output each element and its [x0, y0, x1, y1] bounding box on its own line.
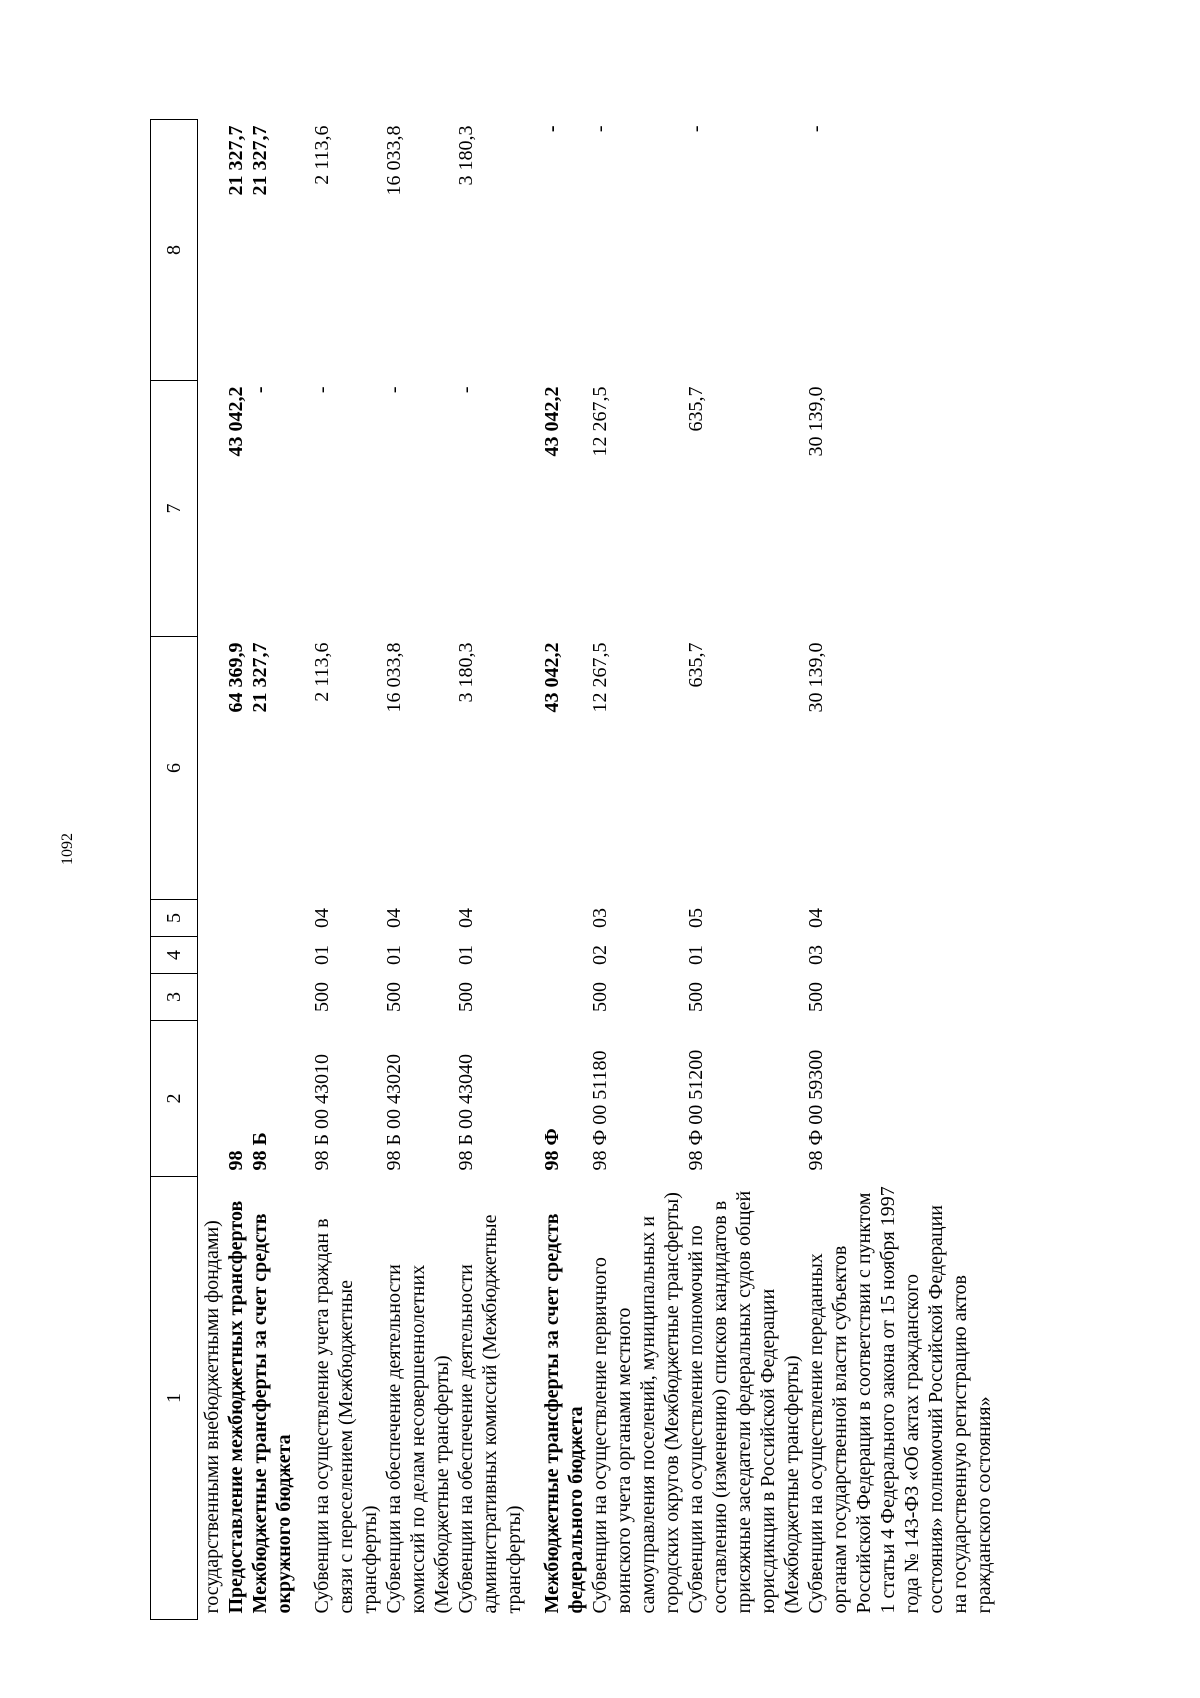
- row-col-5: 04: [455, 908, 477, 928]
- table-header-row: [151, 120, 198, 1620]
- row-col-4: 02: [589, 945, 611, 965]
- row-code: 98 Б 00 43020: [383, 1054, 405, 1171]
- row-code: 98 Б: [249, 1132, 271, 1171]
- row-col-8: -: [685, 125, 707, 133]
- header-col-7: 7: [151, 381, 198, 637]
- row-col-6: 64 369,9: [225, 642, 247, 713]
- row-col-3: 500: [311, 982, 333, 1012]
- header-col-5: 5: [151, 900, 198, 937]
- table-row: [540, 120, 588, 1620]
- table-row: [804, 120, 996, 1620]
- row-col-4: 03: [805, 945, 827, 965]
- row-col-3: [248, 974, 296, 1021]
- row-description: Субвенции на осуществление первичного воинского учета органами местного самоуправления поселений, муниципальных и городских округов (Межбюджетные трансферты): [589, 1192, 683, 1614]
- row-col-5: 03: [589, 908, 611, 928]
- row-col-7: 30 139,0: [805, 386, 827, 457]
- row-code: [198, 1021, 225, 1177]
- row-col-8: 21 327,7: [249, 125, 271, 196]
- row-description: Субвенции на осуществление переданных органам государственной власти субъектов Российской Федерации в соответствии с пунктом 1 статьи 4 Федерального закона от 15 ноября 1997 года № 143-ФЗ «Об актах гражданского состояния» полномочий Российской Федерации на государственную регистрацию актов гражданского состояния»: [805, 1186, 995, 1614]
- row-col-4: [248, 937, 296, 974]
- row-col-7: -: [311, 386, 333, 394]
- row-spacer: [296, 120, 310, 1620]
- spacer-cell: [526, 120, 540, 1620]
- row-col-6: 635,7: [685, 642, 707, 688]
- row-description: Предоставление межбюджетных трансфертов: [225, 1200, 247, 1614]
- row-col-5: [224, 900, 248, 937]
- table-row: [684, 120, 804, 1620]
- row-col-5: 04: [311, 908, 333, 928]
- row-col-5: [198, 900, 225, 937]
- row-code: 98 Ф: [541, 1128, 563, 1171]
- row-code: 98 Ф 00 51200: [685, 1049, 707, 1171]
- table-row: [248, 120, 296, 1620]
- row-code: 98 Ф 00 51180: [589, 1050, 611, 1171]
- row-col-3: 500: [589, 982, 611, 1012]
- row-description: государственными внебюджетными фондами): [201, 1220, 223, 1614]
- header-col-8: 8: [151, 120, 198, 381]
- page-number: 1092: [59, 833, 76, 865]
- row-col-6: 43 042,2: [541, 642, 563, 713]
- header-col-6: 6: [151, 637, 198, 900]
- row-col-4: 01: [455, 945, 477, 965]
- row-col-7: -: [455, 386, 477, 394]
- row-col-5: [248, 900, 296, 937]
- row-col-5: 04: [805, 908, 827, 928]
- table-row: [198, 120, 225, 1620]
- row-col-7: -: [383, 386, 405, 394]
- row-code: 98 Б 00 43010: [311, 1054, 333, 1171]
- table-row: [588, 120, 684, 1620]
- row-description: Межбюджетные трансферты за счет средств федерального бюджета: [541, 1213, 587, 1614]
- row-col-6: 30 139,0: [805, 642, 827, 713]
- row-col-7: [198, 381, 225, 637]
- row-col-4: [224, 937, 248, 974]
- spacer-cell: [296, 120, 310, 1620]
- row-col-3: [224, 974, 248, 1021]
- header-col-4: 4: [151, 937, 198, 974]
- row-col-5: [540, 900, 588, 937]
- row-description: Субвенции на осуществление учета граждан в связи с переселением (Межбюджетные трансферты): [311, 1218, 381, 1614]
- table-row: [382, 120, 454, 1620]
- table-body: [198, 120, 997, 1620]
- row-col-4: 01: [383, 945, 405, 965]
- header-col-3: 3: [151, 974, 198, 1021]
- row-col-6: 12 267,5: [589, 642, 611, 713]
- row-col-8: [198, 120, 225, 381]
- row-col-6: 3 180,3: [455, 642, 477, 703]
- row-col-4: [540, 937, 588, 974]
- row-col-3: 500: [383, 982, 405, 1012]
- row-col-8: 3 180,3: [455, 125, 477, 186]
- row-col-5: 05: [685, 908, 707, 928]
- row-col-8: 21 327,7: [225, 125, 247, 196]
- row-code: 98 Б 00 43040: [455, 1054, 477, 1171]
- row-col-3: [540, 974, 588, 1021]
- row-col-8: 2 113,6: [311, 125, 333, 185]
- table-row: [454, 120, 526, 1620]
- header-col-1: 1: [151, 1177, 198, 1620]
- row-col-8: -: [541, 125, 563, 133]
- row-col-6: 21 327,7: [249, 642, 271, 713]
- row-col-4: [198, 937, 225, 974]
- table-row: [224, 120, 248, 1620]
- row-col-7: 43 042,2: [541, 386, 563, 457]
- row-col-3: [198, 974, 225, 1021]
- row-col-8: -: [805, 125, 827, 133]
- row-code: 98: [225, 1150, 247, 1171]
- budget-table: [150, 119, 996, 1620]
- row-col-6: 2 113,6: [311, 642, 333, 702]
- row-col-4: 01: [685, 945, 707, 965]
- row-description: Субвенции на обеспечение деятельности комиссий по делам несовершеннолетних (Межбюджетные трансферты): [383, 1264, 453, 1614]
- row-col-8: 16 033,8: [383, 125, 405, 196]
- row-code: 98 Ф 00 59300: [805, 1049, 827, 1171]
- row-col-7: -: [249, 386, 271, 394]
- row-col-7: 43 042,2: [225, 386, 247, 457]
- row-description: Субвенции на осуществление полномочий по составлению (изменению) списков кандидатов в присяжные заседатели федеральных судов общей юрисдикции в Российской Федерации (Межбюджетные трансферты): [685, 1190, 803, 1614]
- row-col-6: [198, 637, 225, 900]
- row-col-4: 01: [311, 945, 333, 965]
- row-col-8: -: [589, 125, 611, 133]
- row-col-3: 500: [455, 982, 477, 1012]
- table-row: [310, 120, 382, 1620]
- row-col-6: 16 033,8: [383, 642, 405, 713]
- row-col-7: 12 267,5: [589, 386, 611, 457]
- row-spacer: [526, 120, 540, 1620]
- row-description: Межбюджетные трансферты за счет средств окружного бюджета: [249, 1213, 295, 1614]
- row-col-3: 500: [805, 982, 827, 1012]
- rotated-page-content: [150, 120, 1200, 1620]
- row-col-3: 500: [685, 982, 707, 1012]
- header-col-2: 2: [151, 1021, 198, 1177]
- row-col-5: 04: [383, 908, 405, 928]
- row-col-7: 635,7: [685, 386, 707, 432]
- row-description: Субвенции на обеспечение деятельности административных комиссий (Межбюджетные трансферты): [455, 1214, 525, 1614]
